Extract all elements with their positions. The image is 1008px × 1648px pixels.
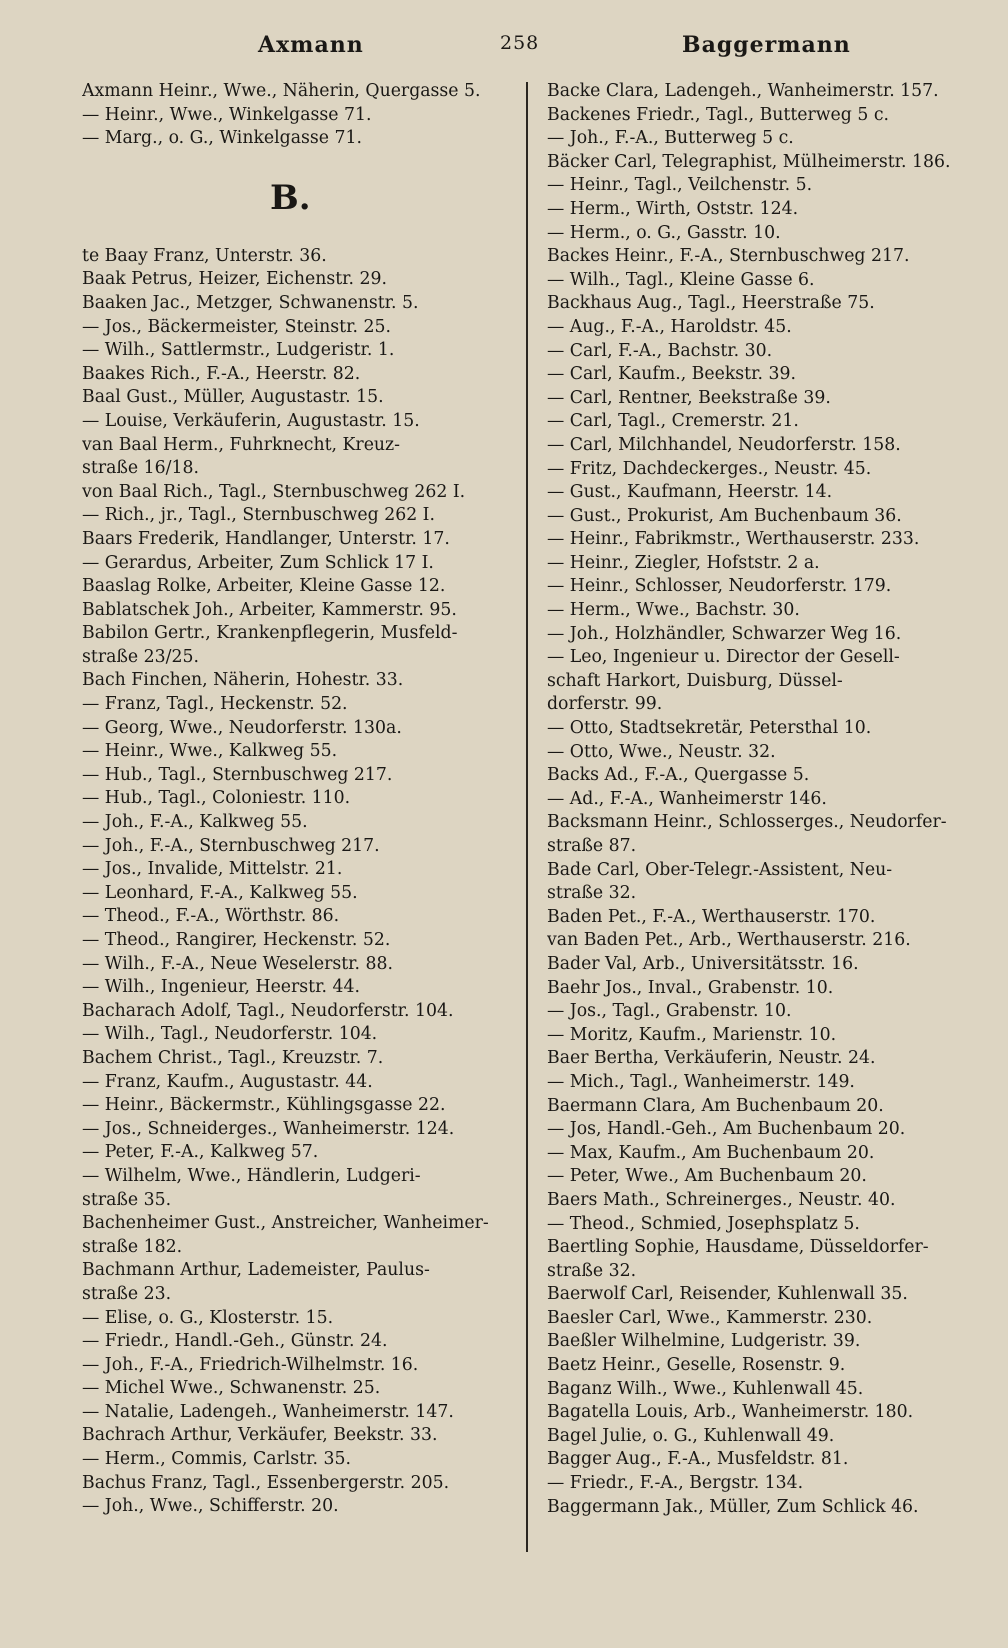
directory-entry: — Franz, Tagl., Heckenstr. 52. bbox=[82, 694, 348, 715]
directory-entry: straße 182. bbox=[82, 1236, 183, 1257]
directory-entry: — Joh., Holzhändler, Schwarzer Weg 16. bbox=[547, 623, 902, 644]
directory-entry: — Joh., F.-A., Friedrich-Wilhelmstr. 16. bbox=[82, 1354, 419, 1375]
directory-entry: Bachenheimer Gust., Anstreicher, Wanheimer- bbox=[82, 1213, 489, 1234]
directory-entry: — Jos., Bäckermeister, Steinstr. 25. bbox=[82, 316, 391, 337]
directory-entry: straße 32. bbox=[547, 883, 637, 904]
directory-entry: Baden Pet., F.-A., Werthauserstr. 170. bbox=[547, 906, 876, 927]
directory-entry: — Mich., Tagl., Wanheimerstr. 149. bbox=[547, 1071, 855, 1092]
directory-entry: Baer Bertha, Verkäuferin, Neustr. 24. bbox=[547, 1048, 876, 1069]
directory-entry: von Baal Rich., Tagl., Sternbuschweg 262 I. bbox=[82, 481, 466, 502]
directory-entry: — Jos., Tagl., Grabenstr. 10. bbox=[547, 1001, 792, 1022]
directory-entry: Baars Frederik, Handlanger, Unterstr. 17. bbox=[82, 528, 450, 549]
directory-entry: — Wilh., Sattlermstr., Ludgeristr. 1. bbox=[82, 340, 395, 361]
section-letter: B. bbox=[270, 177, 311, 218]
directory-entry: Babilon Gertr., Krankenpflegerin, Musfeld- bbox=[82, 623, 458, 644]
directory-entry: Bagel Julie, o. G., Kuhlenwall 49. bbox=[547, 1425, 835, 1446]
directory-entry: Bablatschek Joh., Arbeiter, Kammerstr. 95. bbox=[82, 599, 457, 620]
directory-entry: Bader Val, Arb., Universitätsstr. 16. bbox=[547, 953, 859, 974]
directory-entry: — Natalie, Ladengeh., Wanheimerstr. 147. bbox=[82, 1401, 454, 1422]
directory-entry: Baakes Rich., F.-A., Heerstr. 82. bbox=[82, 363, 361, 384]
directory-entry: — Otto, Stadtsekretär, Petersthal 10. bbox=[547, 718, 872, 739]
directory-entry: Bachrach Arthur, Verkäufer, Beekstr. 33. bbox=[82, 1425, 438, 1446]
directory-entry: — Jos, Handl.-Geh., Am Buchenbaum 20. bbox=[547, 1119, 906, 1140]
left-column bbox=[82, 80, 512, 1640]
directory-entry: Baak Petrus, Heizer, Eichenstr. 29. bbox=[82, 269, 387, 290]
directory-entry: — Fritz, Dachdeckerges., Neustr. 45. bbox=[547, 458, 872, 479]
directory-entry: — Moritz, Kaufm., Marienstr. 10. bbox=[547, 1024, 837, 1045]
directory-entry: Bach Finchen, Näherin, Hohestr. 33. bbox=[82, 670, 404, 691]
directory-entry: — Ad., F.-A., Wanheimerstr 146. bbox=[547, 788, 827, 809]
directory-entry: — Carl, Kaufm., Beekstr. 39. bbox=[547, 364, 796, 385]
directory-entry: — Heinr., Tagl., Veilchenstr. 5. bbox=[547, 175, 813, 196]
directory-entry: Backes Heinr., F.-A., Sternbuschweg 217. bbox=[547, 246, 910, 267]
directory-entry: Baganz Wilh., Wwe., Kuhlenwall 45. bbox=[547, 1378, 864, 1399]
directory-entry: Bagatella Louis, Arb., Wanheimerstr. 180. bbox=[547, 1402, 914, 1423]
directory-entry: — Heinr., Schlosser, Neudorferstr. 179. bbox=[547, 576, 892, 597]
directory-entry: Backenes Friedr., Tagl., Butterweg 5 c. bbox=[547, 104, 890, 125]
directory-entry: Baertling Sophie, Hausdame, Düsseldorfer- bbox=[547, 1237, 929, 1258]
directory-entry: straße 23/25. bbox=[82, 646, 199, 667]
directory-entry: Bagger Aug., F.-A., Musfeldstr. 81. bbox=[547, 1449, 849, 1470]
directory-entry: — Gust., Kaufmann, Heerstr. 14. bbox=[547, 482, 833, 503]
directory-entry: — Joh., F.-A., Butterweg 5 c. bbox=[547, 128, 794, 149]
directory-entry: Baggermann Jak., Müller, Zum Schlick 46. bbox=[547, 1496, 919, 1517]
directory-entry: Bäcker Carl, Telegraphist, Mülheimerstr. 186. bbox=[547, 151, 951, 172]
directory-entry: Backs Ad., F.-A., Quergasse 5. bbox=[547, 765, 810, 786]
directory-entry: Baesler Carl, Wwe., Kammerstr. 230. bbox=[547, 1307, 873, 1328]
directory-entry: — Joh., Wwe., Schifferstr. 20. bbox=[82, 1496, 339, 1517]
directory-entry: Bade Carl, Ober-Telegr.-Assistent, Neu- bbox=[547, 859, 893, 880]
directory-entry: — Heinr., Bäckermstr., Kühlingsgasse 22. bbox=[82, 1095, 446, 1116]
directory-entry: Backhaus Aug., Tagl., Heerstraße 75. bbox=[547, 293, 875, 314]
directory-entry: — Hub., Tagl., Coloniestr. 110. bbox=[82, 788, 351, 809]
directory-entry: — Jos., Invalide, Mittelstr. 21. bbox=[82, 859, 343, 880]
directory-entry: — Heinr., Ziegler, Hofststr. 2 a. bbox=[547, 552, 820, 573]
directory-entry: — Gust., Prokurist, Am Buchenbaum 36. bbox=[547, 505, 902, 526]
directory-entry: — Carl, F.-A., Bachstr. 30. bbox=[547, 340, 773, 361]
directory-entry: — Wilh., Tagl., Neudorferstr. 104. bbox=[82, 1024, 378, 1045]
directory-entry: straße 32. bbox=[547, 1260, 637, 1281]
directory-entry: — Max, Kaufm., Am Buchenbaum 20. bbox=[547, 1142, 875, 1163]
directory-entry: Baaken Jac., Metzger, Schwanenstr. 5. bbox=[82, 292, 419, 313]
directory-entry: — Rich., jr., Tagl., Sternbuschweg 262 I. bbox=[82, 505, 435, 526]
directory-entry: van Baden Pet., Arb., Werthauserstr. 216. bbox=[547, 930, 911, 951]
directory-entry: Baers Math., Schreinerges., Neustr. 40. bbox=[547, 1189, 896, 1210]
directory-entry: — Wilh., F.-A., Neue Weselerstr. 88. bbox=[82, 953, 394, 974]
directory-entry: — Michel Wwe., Schwanenstr. 25. bbox=[82, 1378, 381, 1399]
directory-entry: — Leo, Ingenieur u. Director der Gesell- bbox=[547, 647, 900, 668]
directory-entry: — Theod., F.-A., Wörthstr. 86. bbox=[82, 906, 340, 927]
directory-entry: Bachmann Arthur, Lademeister, Paulus- bbox=[82, 1260, 430, 1281]
directory-entry: — Joh., F.-A., Kalkweg 55. bbox=[82, 812, 308, 833]
directory-entry: — Friedr., Handl.-Geh., Günstr. 24. bbox=[82, 1331, 388, 1352]
directory-entry: dorferstr. 99. bbox=[547, 694, 663, 715]
directory-entry: Bachem Christ., Tagl., Kreuzstr. 7. bbox=[82, 1047, 384, 1068]
directory-entry: Baerwolf Carl, Reisender, Kuhlenwall 35. bbox=[547, 1284, 908, 1305]
page-header bbox=[0, 26, 1008, 66]
directory-entry: — Hub., Tagl., Sternbuschweg 217. bbox=[82, 764, 393, 785]
directory-entry: — Herm., Commis, Carlstr. 35. bbox=[82, 1449, 351, 1470]
directory-entry: straße 16/18. bbox=[82, 458, 199, 479]
directory-entry: Baal Gust., Müller, Augustastr. 15. bbox=[82, 387, 384, 408]
directory-entry: — Franz, Kaufm., Augustastr. 44. bbox=[82, 1071, 373, 1092]
directory-entry: Baehr Jos., Inval., Grabenstr. 10. bbox=[547, 977, 834, 998]
directory-entry: Baetz Heinr., Geselle, Rosenstr. 9. bbox=[547, 1355, 846, 1376]
right-column bbox=[547, 80, 977, 1640]
directory-entry: — Herm., Wirth, Oststr. 124. bbox=[547, 198, 799, 219]
directory-entry: Baeßler Wilhelmine, Ludgeristr. 39. bbox=[547, 1331, 861, 1352]
directory-entry: — Marg., o. G., Winkelgasse 71. bbox=[82, 128, 362, 149]
directory-entry: Baaslag Rolke, Arbeiter, Kleine Gasse 12. bbox=[82, 576, 446, 597]
directory-entry: — Carl, Rentner, Beekstraße 39. bbox=[547, 387, 831, 408]
directory-entry: — Theod., Schmied, Josephsplatz 5. bbox=[547, 1213, 860, 1234]
directory-entry: — Herm., Wwe., Bachstr. 30. bbox=[547, 600, 800, 621]
directory-entry: — Theod., Rangirer, Heckenstr. 52. bbox=[82, 930, 391, 950]
directory-entry: schaft Harkort, Duisburg, Düssel- bbox=[547, 670, 843, 691]
directory-entry: — Heinr., Fabrikmstr., Werthauserstr. 233. bbox=[547, 529, 920, 550]
directory-entry: — Herm., o. G., Gasstr. 10. bbox=[547, 222, 781, 243]
directory-entry: Axmann Heinr., Wwe., Näherin, Quergasse 5. bbox=[82, 81, 481, 101]
column-divider bbox=[526, 82, 528, 1552]
header-right-keyword: Baggermann bbox=[682, 32, 851, 58]
directory-entry: — Leonhard, F.-A., Kalkweg 55. bbox=[82, 882, 358, 903]
directory-entry: — Georg, Wwe., Neudorferstr. 130a. bbox=[82, 717, 402, 738]
directory-entry: — Carl, Tagl., Cremerstr. 21. bbox=[547, 411, 799, 432]
directory-entry: — Jos., Schneiderges., Wanheimerstr. 124. bbox=[82, 1118, 455, 1139]
directory-entry: Bachus Franz, Tagl., Essenbergerstr. 205. bbox=[82, 1472, 450, 1493]
directory-entry: Baermann Clara, Am Buchenbaum 20. bbox=[547, 1095, 884, 1116]
directory-entry: te Baay Franz, Unterstr. 36. bbox=[82, 245, 327, 266]
directory-entry: — Friedr., F.-A., Bergstr. 134. bbox=[547, 1473, 804, 1494]
directory-entry: — Otto, Wwe., Neustr. 32. bbox=[547, 741, 776, 762]
directory-entry: — Peter, F.-A., Kalkweg 57. bbox=[82, 1142, 319, 1163]
directory-entry: — Wilh., Ingenieur, Heerstr. 44. bbox=[82, 977, 360, 998]
directory-entry: — Gerardus, Arbeiter, Zum Schlick 17 I. bbox=[82, 552, 434, 573]
directory-entry: — Aug., F.-A., Haroldstr. 45. bbox=[547, 316, 792, 337]
directory-entry: Backsmann Heinr., Schlosserges., Neudorfer- bbox=[547, 812, 947, 833]
directory-entry: — Peter, Wwe., Am Buchenbaum 20. bbox=[547, 1166, 867, 1187]
directory-entry: — Heinr., Wwe., Winkelgasse 71. bbox=[82, 104, 372, 125]
directory-entry: Backe Clara, Ladengeh., Wanheimerstr. 157. bbox=[547, 81, 939, 101]
directory-entry: — Wilh., Tagl., Kleine Gasse 6. bbox=[547, 269, 815, 290]
directory-entry: straße 87. bbox=[547, 836, 637, 856]
page-number: 258 bbox=[500, 32, 540, 54]
directory-entry: — Elise, o. G., Klosterstr. 15. bbox=[82, 1307, 334, 1328]
header-left-keyword: Axmann bbox=[258, 32, 364, 58]
directory-entry: — Louise, Verkäuferin, Augustastr. 15. bbox=[82, 410, 420, 431]
directory-entry: — Heinr., Wwe., Kalkweg 55. bbox=[82, 741, 338, 762]
directory-entry: straße 23. bbox=[82, 1283, 172, 1304]
directory-entry: straße 35. bbox=[82, 1189, 172, 1210]
directory-entry: van Baal Herm., Fuhrknecht, Kreuz- bbox=[82, 434, 400, 455]
directory-entry: — Carl, Milchhandel, Neudorferstr. 158. bbox=[547, 434, 901, 455]
directory-entry: — Wilhelm, Wwe., Händlerin, Ludgeri- bbox=[82, 1165, 421, 1186]
directory-entry: — Joh., F.-A., Sternbuschweg 217. bbox=[82, 835, 380, 856]
directory-entry: Bacharach Adolf, Tagl., Neudorferstr. 104. bbox=[82, 1000, 454, 1021]
